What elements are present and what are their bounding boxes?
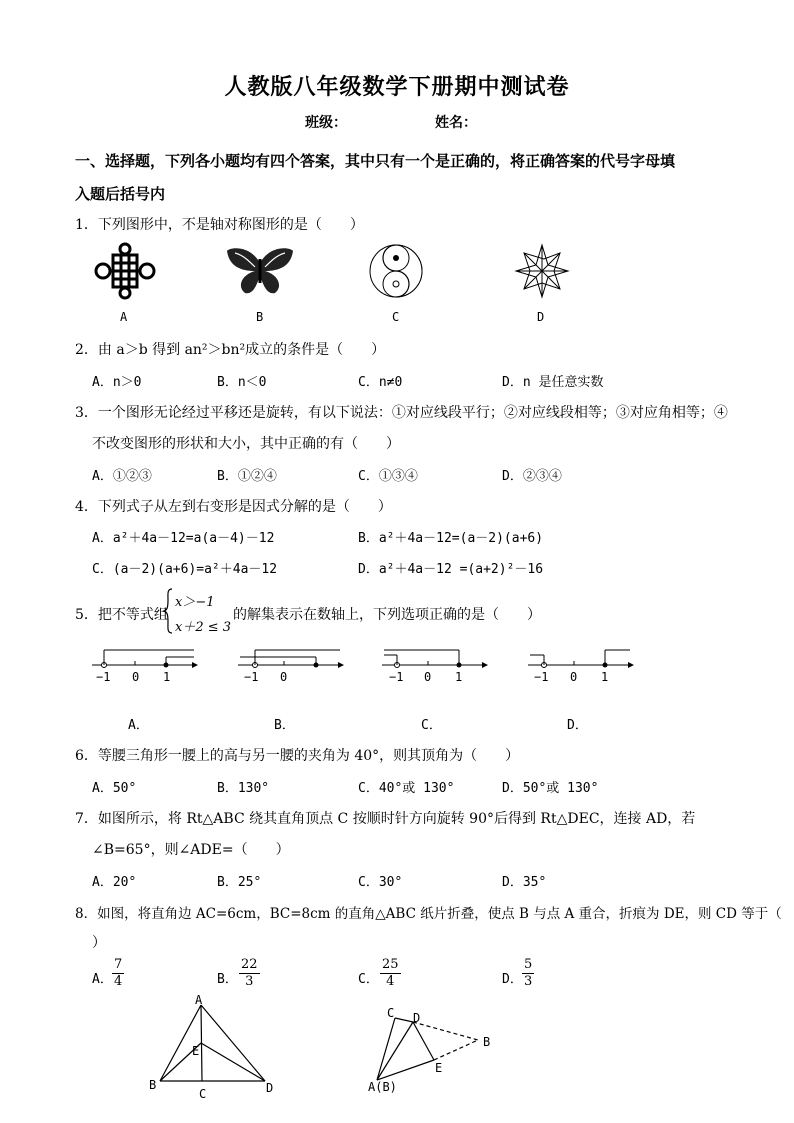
q8-option-c-fraction: $\frac{25}{4}$ xyxy=(382,957,399,989)
fig7-label-b: B xyxy=(149,1078,157,1092)
q4-option-a: A．a²＋4a－12=a(a－4)－12 xyxy=(92,531,275,546)
triangle-figure-q7 xyxy=(145,995,285,1095)
q7-option-c: C．30° xyxy=(358,875,403,890)
inequality-2: x＋2 ≤ 3 xyxy=(175,620,232,635)
question-7-line2: ∠B=65°，则∠ADE=（ ） xyxy=(92,842,290,858)
q5-label-d: D． xyxy=(567,718,588,733)
nlc-tick-1: −1 xyxy=(389,670,404,684)
q8-option-b-fraction: $\frac{22}{3}$ xyxy=(241,957,258,989)
fig8-label-ab: A(B) xyxy=(368,1080,397,1094)
q8-option-a-fraction: $\frac{7}{4}$ xyxy=(114,957,123,989)
nlc-tick-2: 0 xyxy=(424,670,432,684)
q5-label-c: C． xyxy=(421,718,442,733)
inequality-brace-icon xyxy=(163,588,173,634)
butterfly-icon xyxy=(225,245,295,297)
q4-option-c: C．(a－2)(a+6)=a²＋4a－12 xyxy=(92,562,278,577)
q5-label-a: A． xyxy=(128,718,149,733)
q8-option-c-label: C． xyxy=(358,972,379,987)
question-2: 2．由 a＞b 得到 an²＞bn²成立的条件是（ ） xyxy=(75,342,386,358)
question-7-line1: 7．如图所示，将 Rt△ABC 绕其直角顶点 C 按顺时针方向旋转 90°后得到 Rt△DEC，连接 AD，若 xyxy=(75,811,696,827)
q2-option-b: B．n＜0 xyxy=(217,375,267,390)
q7-option-b: B．25° xyxy=(217,875,262,890)
question-5-suffix: 的解集表示在数轴上，下列选项正确的是（ ） xyxy=(233,607,541,623)
q3-option-a: A．①②③ xyxy=(92,469,152,484)
q8-option-a-label: A． xyxy=(92,972,113,987)
fig7-label-e: E xyxy=(192,1044,200,1058)
fig8-label-c: C xyxy=(387,1006,395,1020)
question-4: 4．下列式子从左到右变形是因式分解的是（ ） xyxy=(75,499,392,515)
nla-tick-2: 0 xyxy=(132,670,140,684)
nld-tick-1: −1 xyxy=(534,670,549,684)
inequality-1: x＞−1 xyxy=(175,595,215,610)
nlc-tick-3: 1 xyxy=(455,670,463,684)
fig7-label-d: D xyxy=(266,1081,274,1095)
nlb-tick-2: 0 xyxy=(280,670,288,684)
class-label: 班级： xyxy=(305,115,347,131)
q6-option-d: D．50°或 130° xyxy=(502,781,599,796)
q3-option-b: B．①②④ xyxy=(217,469,277,484)
q5-label-b: B． xyxy=(274,718,295,733)
chinese-knot-icon xyxy=(95,243,155,299)
q3-option-c: C．①③④ xyxy=(358,469,418,484)
q6-option-b: B．130° xyxy=(217,781,270,796)
nla-tick-3: 1 xyxy=(163,670,171,684)
yin-yang-icon xyxy=(368,243,424,299)
q1-label-d: D xyxy=(537,310,545,324)
fig8-label-e: E xyxy=(435,1061,443,1075)
nld-tick-3: 1 xyxy=(601,670,609,684)
q8-option-b-label: B． xyxy=(217,972,238,987)
question-8-line1: 8．如图，将直角边 AC=6cm，BC=8cm 的直角△ABC 纸片折叠，使点 B 与点 A 重合，折痕为 DE，则 CD 等于（ xyxy=(75,906,782,922)
fold-figure-q8 xyxy=(370,1010,490,1090)
question-3-line2: 不改变图形的形状和大小，其中正确的有（ ） xyxy=(92,436,400,452)
question-6: 6．等腰三角形一腰上的高与另一腰的夹角为 40°，则其顶角为（ ） xyxy=(75,748,520,764)
nld-tick-2: 0 xyxy=(570,670,578,684)
section-heading-line1: 一、选择题，下列各小题均有四个答案，其中只有一个是正确的，将正确答案的代号字母填 xyxy=(75,152,676,170)
q2-option-c: C．n≠0 xyxy=(358,375,403,390)
fig7-label-c: C xyxy=(199,1087,207,1101)
q7-option-d: D．35° xyxy=(502,875,547,890)
nlb-tick-1: −1 xyxy=(244,670,259,684)
name-label: 姓名： xyxy=(435,115,477,131)
fig8-label-b: B xyxy=(483,1035,491,1049)
q6-option-c: C．40°或 130° xyxy=(358,781,455,796)
q1-label-b: B xyxy=(256,310,264,324)
page-title: 人教版八年级数学下册期中测试卷 xyxy=(224,74,570,100)
fig7-label-a: A xyxy=(195,993,203,1007)
question-3-line1: 3．一个图形无论经过平移还是旋转，有以下说法：①对应线段平行；②对应线段相等；③对应角相等；④ xyxy=(75,405,728,421)
q1-label-c: C xyxy=(392,310,400,324)
q1-label-a: A xyxy=(120,310,128,324)
fig8-label-d: D xyxy=(413,1011,421,1025)
q2-option-d: D．n 是任意实数 xyxy=(502,375,604,390)
question-1: 1．下列图形中，不是轴对称图形的是（ ） xyxy=(75,217,364,233)
q8-option-d-label: D． xyxy=(502,972,523,987)
question-8-line2: ） xyxy=(92,935,106,951)
q4-option-d: D．a²＋4a－12 =(a+2)²－16 xyxy=(358,562,544,577)
q3-option-d: D．②③④ xyxy=(502,469,562,484)
q8-option-d-fraction: $\frac{5}{3}$ xyxy=(524,957,533,989)
nla-tick-1: −1 xyxy=(96,670,111,684)
q2-option-a: A．n＞0 xyxy=(92,375,142,390)
section-heading-line2: 入题后括号内 xyxy=(75,185,166,203)
q4-option-b: B．a²＋4a－12=(a－2)(a+6) xyxy=(358,531,544,546)
q6-option-a: A．50° xyxy=(92,781,137,796)
star-figure-icon xyxy=(514,243,570,299)
question-5-prefix: 5．把不等式组 xyxy=(75,607,168,623)
q7-option-a: A．20° xyxy=(92,875,137,890)
